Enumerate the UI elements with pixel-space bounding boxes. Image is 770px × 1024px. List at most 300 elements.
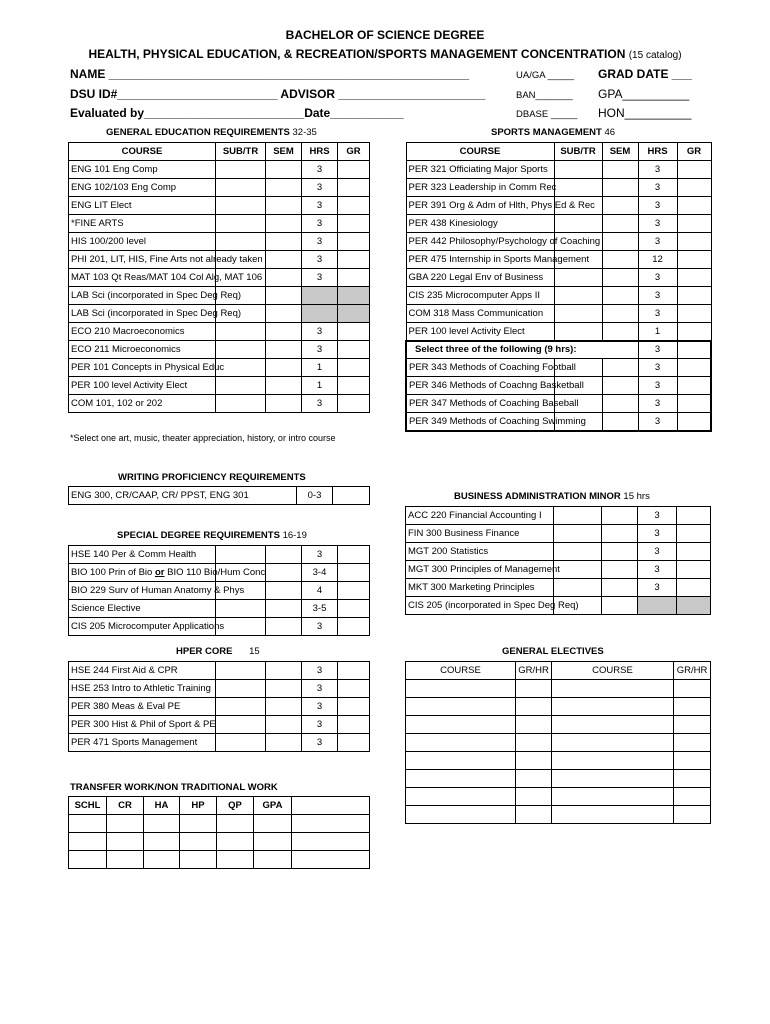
transfer-cell[interactable]: [180, 833, 217, 851]
hrs-cell: 3: [638, 507, 677, 525]
sub-tr-cell[interactable]: [554, 269, 602, 287]
grade-cell[interactable]: [677, 233, 711, 251]
sem-cell[interactable]: [602, 579, 638, 597]
hrs-cell: 3: [302, 197, 338, 215]
table-row: [406, 525, 711, 543]
table-row: [69, 600, 370, 618]
sub-tr-cell[interactable]: [554, 179, 602, 197]
table-row: [69, 215, 370, 233]
hrs-cell: 1: [638, 323, 677, 341]
elective-course-cell[interactable]: [406, 752, 516, 770]
table-row: [69, 716, 370, 734]
sub-tr-cell[interactable]: [554, 579, 602, 597]
course-cell: PER 380 Meas & Eval PE: [69, 698, 216, 716]
course-cell: MKT 300 Marketing Principles: [406, 579, 554, 597]
table-row: [406, 395, 711, 413]
sem-cell[interactable]: [266, 215, 302, 233]
sem-cell[interactable]: [266, 564, 302, 582]
evaluated-by-field[interactable]: Evaluated by________________________Date___________: [70, 106, 404, 120]
table-row: [69, 698, 370, 716]
transfer-cell[interactable]: [292, 851, 370, 869]
table-row: [69, 161, 370, 179]
sub-tr-cell[interactable]: [554, 525, 602, 543]
grade-cell[interactable]: [677, 543, 711, 561]
sem-cell[interactable]: [602, 359, 638, 377]
grade-cell[interactable]: [677, 305, 711, 323]
transfer-cell[interactable]: [69, 851, 107, 869]
hper-table: [68, 661, 370, 752]
table-row: [406, 413, 711, 431]
column-header: HP: [180, 797, 217, 815]
course-cell: PER 346 Methods of Coachng Basketball: [406, 377, 554, 395]
table-row: [69, 833, 370, 851]
course-cell: ACC 220 Financial Accounting I: [406, 507, 554, 525]
elective-grhr-cell[interactable]: [516, 788, 552, 806]
table-row: [69, 269, 370, 287]
select-instruction: Select three of the following (9 hrs):: [406, 341, 638, 359]
table-row: [406, 233, 711, 251]
hrs-cell: 3: [302, 161, 338, 179]
grade-cell[interactable]: [338, 734, 370, 752]
grade-cell[interactable]: [338, 305, 370, 323]
sem-cell[interactable]: [266, 305, 302, 323]
table-row: [69, 251, 370, 269]
table-row: [406, 806, 711, 824]
hrs-cell: 3: [638, 287, 677, 305]
elective-course-cell[interactable]: [406, 770, 516, 788]
writing-title: WRITING PROFICIENCY REQUIREMENTS: [118, 472, 306, 483]
transfer-cell[interactable]: [292, 815, 370, 833]
sem-cell[interactable]: [602, 543, 638, 561]
select-header-row: [406, 341, 711, 359]
course-cell: HSE 140 Per & Comm Health: [69, 546, 216, 564]
grade-cell[interactable]: [677, 395, 711, 413]
course-cell: PER 100 level Activity Elect: [406, 323, 554, 341]
grade-cell[interactable]: [677, 579, 711, 597]
business-table: [405, 506, 711, 615]
sem-cell[interactable]: [602, 377, 638, 395]
course-cell: [69, 564, 266, 582]
transfer-cell[interactable]: [107, 815, 144, 833]
sub-tr-cell[interactable]: [216, 179, 266, 197]
sub-tr-cell[interactable]: [216, 600, 266, 618]
grade-cell[interactable]: [677, 341, 711, 359]
course-cell: HSE 244 First Aid & CPR: [69, 662, 216, 680]
hrs-cell: 3: [638, 413, 677, 431]
elective-grhr-cell[interactable]: [674, 716, 711, 734]
sub-tr-cell[interactable]: [216, 161, 266, 179]
table-row: [406, 377, 711, 395]
or-connector: or: [154, 567, 165, 578]
sem-cell[interactable]: [602, 305, 638, 323]
sem-cell[interactable]: [602, 269, 638, 287]
sub-tr-cell[interactable]: [554, 305, 602, 323]
sem-cell[interactable]: [266, 618, 302, 636]
sem-cell[interactable]: [602, 597, 638, 615]
sem-cell[interactable]: [266, 680, 302, 698]
course-cell: COM 318 Mass Communication: [406, 305, 554, 323]
gpa-field[interactable]: GPA__________: [598, 87, 690, 101]
hrs-cell: 3: [302, 215, 338, 233]
business-hours: 15 hrs: [623, 491, 650, 502]
elective-course-cell[interactable]: [552, 788, 674, 806]
column-header: GPA: [254, 797, 292, 815]
sem-cell[interactable]: [266, 323, 302, 341]
grade-cell[interactable]: [677, 161, 711, 179]
sub-tr-cell[interactable]: [554, 323, 602, 341]
grade-cell[interactable]: [677, 269, 711, 287]
sem-cell[interactable]: [266, 161, 302, 179]
sem-cell[interactable]: [602, 233, 638, 251]
column-header: GR/HR: [516, 662, 552, 680]
grade-cell[interactable]: [338, 161, 370, 179]
sem-cell[interactable]: [266, 698, 302, 716]
concentration-title-text: HEALTH, PHYSICAL EDUCATION, & RECREATION/SPORTS MANAGEMENT CONCENTRATION: [88, 47, 626, 61]
grade-cell[interactable]: [677, 413, 711, 431]
gen-ed-table: [68, 142, 370, 413]
grade-cell[interactable]: [677, 525, 711, 543]
table-row: [406, 734, 711, 752]
transfer-cell[interactable]: [144, 851, 180, 869]
hrs-cell: 3: [638, 359, 677, 377]
course-cell: CIS 205 Microcomputer Applications: [69, 618, 216, 636]
hrs-cell: 3: [638, 233, 677, 251]
transfer-cell[interactable]: [292, 833, 370, 851]
grade-cell[interactable]: [677, 215, 711, 233]
table-row: [69, 341, 370, 359]
sub-tr-cell[interactable]: [216, 215, 266, 233]
grade-cell[interactable]: [677, 561, 711, 579]
course-cell: Science Elective: [69, 600, 216, 618]
course-cell: HIS 100/200 level: [69, 233, 216, 251]
transfer-title: TRANSFER WORK/NON TRADITIONAL WORK: [70, 782, 278, 793]
hrs-cell: 3: [302, 269, 338, 287]
electives-title: GENERAL ELECTIVES: [502, 646, 604, 657]
grade-cell[interactable]: [677, 323, 711, 341]
elective-grhr-cell[interactable]: [516, 734, 552, 752]
column-header: SCHL: [69, 797, 107, 815]
sem-cell[interactable]: [266, 341, 302, 359]
column-header: GR/HR: [674, 662, 711, 680]
hrs-cell: 3: [302, 395, 338, 413]
grade-cell[interactable]: [338, 698, 370, 716]
gen-ed-title-text: GENERAL EDUCATION REQUIREMENTS: [106, 127, 290, 138]
transfer-table: [68, 796, 370, 869]
table-row: [69, 564, 370, 582]
table-row: [69, 618, 370, 636]
elective-grhr-cell[interactable]: [674, 788, 711, 806]
catalog-note: (15 catalog): [628, 50, 682, 61]
elective-course-cell[interactable]: [406, 788, 516, 806]
course-cell: PER 347 Methods of Coaching Baseball: [406, 395, 554, 413]
column-header: GR: [677, 143, 711, 161]
course-cell: CIS 235 Microcomputer Apps II: [406, 287, 554, 305]
sem-cell[interactable]: [602, 507, 638, 525]
grade-cell[interactable]: [338, 680, 370, 698]
hon-field[interactable]: HON__________: [598, 106, 692, 120]
course-cell: PER 100 level Activity Elect: [69, 377, 216, 395]
course-cell: PER 300 Hist & Phil of Sport & PE: [69, 716, 216, 734]
table-row: [406, 788, 711, 806]
elective-grhr-cell[interactable]: [516, 698, 552, 716]
grade-cell[interactable]: [338, 251, 370, 269]
grade-cell[interactable]: [677, 287, 711, 305]
uaga-field[interactable]: UA/GA _____: [516, 70, 575, 81]
table-row: [406, 561, 711, 579]
table-row: [406, 179, 711, 197]
course-cell: LAB Sci (incorporated in Spec Deg Req): [69, 287, 216, 305]
grade-cell[interactable]: [338, 377, 370, 395]
transfer-cell[interactable]: [180, 815, 217, 833]
sem-cell[interactable]: [602, 323, 638, 341]
course-cell: HSE 253 Intro to Athletic Training: [69, 680, 216, 698]
table-row: [69, 233, 370, 251]
hper-title: [176, 646, 260, 657]
transfer-cell[interactable]: [180, 851, 217, 869]
elective-course-cell[interactable]: [552, 680, 674, 698]
course-cell: PER 323 Leadership in Comm Rec: [406, 179, 554, 197]
grade-cell[interactable]: [677, 507, 711, 525]
hrs-cell: 3: [302, 179, 338, 197]
sem-cell[interactable]: [266, 269, 302, 287]
sem-cell[interactable]: [266, 600, 302, 618]
sub-tr-cell[interactable]: [216, 698, 266, 716]
table-row: [69, 815, 370, 833]
sub-tr-cell[interactable]: [554, 507, 602, 525]
elective-grhr-cell[interactable]: [674, 770, 711, 788]
grade-cell[interactable]: [338, 341, 370, 359]
special-title: [117, 530, 307, 541]
hrs-cell: 3: [302, 734, 338, 752]
grade-cell[interactable]: [338, 564, 370, 582]
sem-cell[interactable]: [602, 179, 638, 197]
elective-course-cell[interactable]: [406, 806, 516, 824]
elective-grhr-cell[interactable]: [674, 680, 711, 698]
course-cell: ENG 300, CR/CAAP, CR/ PPST, ENG 301: [69, 487, 297, 505]
grade-cell[interactable]: [338, 395, 370, 413]
grade-cell[interactable]: [338, 546, 370, 564]
sub-tr-cell[interactable]: [216, 680, 266, 698]
sem-cell[interactable]: [266, 546, 302, 564]
elective-course-cell[interactable]: [552, 770, 674, 788]
sem-cell[interactable]: [602, 161, 638, 179]
grade-cell[interactable]: [338, 618, 370, 636]
sub-tr-cell[interactable]: [216, 716, 266, 734]
sem-cell[interactable]: [602, 413, 638, 431]
transfer-cell[interactable]: [254, 833, 292, 851]
course-cell: MAT 103 Qt Reas/MAT 104 Col Alg, MAT 106: [69, 269, 216, 287]
sub-tr-cell[interactable]: [216, 395, 266, 413]
dsu-id-advisor-field[interactable]: DSU ID#________________________ ADVISOR ______________________: [70, 87, 486, 101]
sem-cell[interactable]: [266, 662, 302, 680]
sem-cell[interactable]: [266, 734, 302, 752]
sem-cell[interactable]: [266, 179, 302, 197]
hrs-cell: [302, 287, 338, 305]
table-row: [69, 546, 370, 564]
course-option-b: BIO 110 Bio/Hum Conc: [164, 567, 266, 578]
table-row: [69, 662, 370, 680]
transfer-cell[interactable]: [217, 833, 254, 851]
sem-cell[interactable]: [266, 377, 302, 395]
sem-cell[interactable]: [266, 233, 302, 251]
hrs-cell: 3: [638, 179, 677, 197]
transfer-cell[interactable]: [254, 851, 292, 869]
sub-tr-cell[interactable]: [554, 287, 602, 305]
sub-tr-cell[interactable]: [216, 377, 266, 395]
sub-tr-cell[interactable]: [216, 341, 266, 359]
sub-tr-cell[interactable]: [216, 734, 266, 752]
name-field[interactable]: NAME ______________________________________________________: [70, 67, 470, 81]
table-row: [406, 597, 711, 615]
elective-grhr-cell[interactable]: [674, 806, 711, 824]
elective-grhr-cell[interactable]: [674, 698, 711, 716]
sub-tr-cell[interactable]: [216, 197, 266, 215]
course-cell: ECO 210 Macroeconomics: [69, 323, 216, 341]
grade-cell[interactable]: [677, 597, 711, 615]
sem-cell[interactable]: [602, 395, 638, 413]
sub-tr-cell[interactable]: [554, 561, 602, 579]
grade-cell[interactable]: [338, 215, 370, 233]
sub-tr-cell[interactable]: [554, 543, 602, 561]
course-cell: ENG LIT Elect: [69, 197, 216, 215]
elective-course-cell[interactable]: [552, 698, 674, 716]
gen-ed-hours: 32-35: [292, 127, 317, 138]
grade-cell[interactable]: [677, 359, 711, 377]
grade-cell[interactable]: [338, 600, 370, 618]
sub-tr-cell[interactable]: [554, 161, 602, 179]
elective-grhr-cell[interactable]: [674, 734, 711, 752]
table-row: [406, 680, 711, 698]
course-cell: PER 391 Org & Adm of Hlth, Phys Ed & Rec: [406, 197, 554, 215]
transfer-cell[interactable]: [107, 833, 144, 851]
grade-cell[interactable]: [338, 233, 370, 251]
elective-course-cell[interactable]: [552, 752, 674, 770]
elective-grhr-cell[interactable]: [674, 752, 711, 770]
sem-cell[interactable]: [602, 287, 638, 305]
table-row: [406, 305, 711, 323]
ban-field[interactable]: BAN_______: [516, 90, 573, 101]
table-row: [69, 487, 370, 505]
sem-cell[interactable]: [602, 197, 638, 215]
column-header: COURSE: [406, 662, 516, 680]
transfer-cell[interactable]: [144, 815, 180, 833]
grade-cell[interactable]: [677, 197, 711, 215]
grade-cell[interactable]: [677, 179, 711, 197]
column-header: COURSE: [69, 143, 216, 161]
sub-tr-cell[interactable]: [216, 662, 266, 680]
table-row: [406, 251, 711, 269]
grade-cell[interactable]: [338, 179, 370, 197]
sem-cell[interactable]: [266, 197, 302, 215]
sub-tr-cell[interactable]: [216, 233, 266, 251]
transfer-cell[interactable]: [217, 851, 254, 869]
elective-course-cell[interactable]: [406, 734, 516, 752]
table-row: [406, 269, 711, 287]
grade-cell[interactable]: [338, 323, 370, 341]
grade-cell[interactable]: [333, 487, 370, 505]
sem-cell[interactable]: [266, 359, 302, 377]
elective-course-cell[interactable]: [552, 734, 674, 752]
elective-course-cell[interactable]: [552, 716, 674, 734]
course-cell: PER 321 Officiating Major Sports: [406, 161, 554, 179]
course-cell: PER 349 Methods of Coaching Swimming: [406, 413, 554, 431]
sem-cell[interactable]: [266, 716, 302, 734]
blank-cell[interactable]: [292, 797, 370, 815]
transfer-cell[interactable]: [217, 815, 254, 833]
transfer-cell[interactable]: [69, 815, 107, 833]
transfer-cell[interactable]: [69, 833, 107, 851]
grade-cell[interactable]: [677, 251, 711, 269]
grade-cell[interactable]: [338, 716, 370, 734]
elective-grhr-cell[interactable]: [516, 680, 552, 698]
hrs-cell: 3: [302, 341, 338, 359]
grade-cell[interactable]: [338, 359, 370, 377]
sem-cell[interactable]: [602, 251, 638, 269]
dbase-field[interactable]: DBASE _____: [516, 109, 578, 120]
transfer-cell[interactable]: [107, 851, 144, 869]
grade-cell[interactable]: [338, 197, 370, 215]
grade-cell[interactable]: [677, 377, 711, 395]
table-row: [406, 161, 711, 179]
sem-cell[interactable]: [602, 525, 638, 543]
transfer-cell[interactable]: [254, 815, 292, 833]
elective-grhr-cell[interactable]: [516, 716, 552, 734]
grade-cell[interactable]: [338, 287, 370, 305]
hrs-cell: 3-4: [302, 564, 338, 582]
table-row: [69, 395, 370, 413]
transfer-cell[interactable]: [144, 833, 180, 851]
sem-cell[interactable]: [602, 561, 638, 579]
sem-cell[interactable]: [266, 251, 302, 269]
course-cell: *FINE ARTS: [69, 215, 216, 233]
sem-cell[interactable]: [266, 287, 302, 305]
concentration-title: [0, 47, 770, 61]
course-cell: PER 471 Sports Management: [69, 734, 216, 752]
course-cell: MGT 200 Statistics: [406, 543, 554, 561]
course-option-a: BIO 100 Prin of Bio: [71, 567, 155, 578]
hrs-cell: 3: [302, 323, 338, 341]
sub-tr-cell[interactable]: [554, 215, 602, 233]
table-row: [406, 543, 711, 561]
elective-course-cell[interactable]: [552, 806, 674, 824]
grade-cell[interactable]: [338, 582, 370, 600]
sem-cell[interactable]: [266, 395, 302, 413]
degree-title: BACHELOR OF SCIENCE DEGREE: [285, 28, 485, 42]
sem-cell[interactable]: [602, 215, 638, 233]
hrs-cell: 3: [638, 395, 677, 413]
course-cell: PER 343 Methods of Coaching Football: [406, 359, 554, 377]
elective-course-cell[interactable]: [406, 680, 516, 698]
table-row: [406, 579, 711, 597]
grade-cell[interactable]: [338, 269, 370, 287]
table-header-row: [69, 143, 370, 161]
elective-grhr-cell[interactable]: [516, 752, 552, 770]
sem-cell[interactable]: [266, 582, 302, 600]
elective-course-cell[interactable]: [406, 698, 516, 716]
sub-tr-cell[interactable]: [216, 546, 266, 564]
hrs-cell: 3: [302, 680, 338, 698]
table-header-row: [69, 797, 370, 815]
sub-tr-cell[interactable]: [216, 323, 266, 341]
elective-course-cell[interactable]: [406, 716, 516, 734]
grad-date-field[interactable]: GRAD DATE ___: [598, 67, 692, 81]
grade-cell[interactable]: [338, 662, 370, 680]
elective-grhr-cell[interactable]: [516, 806, 552, 824]
hrs-cell: 3: [638, 579, 677, 597]
elective-grhr-cell[interactable]: [516, 770, 552, 788]
table-row: [406, 770, 711, 788]
hrs-cell: 1: [302, 377, 338, 395]
